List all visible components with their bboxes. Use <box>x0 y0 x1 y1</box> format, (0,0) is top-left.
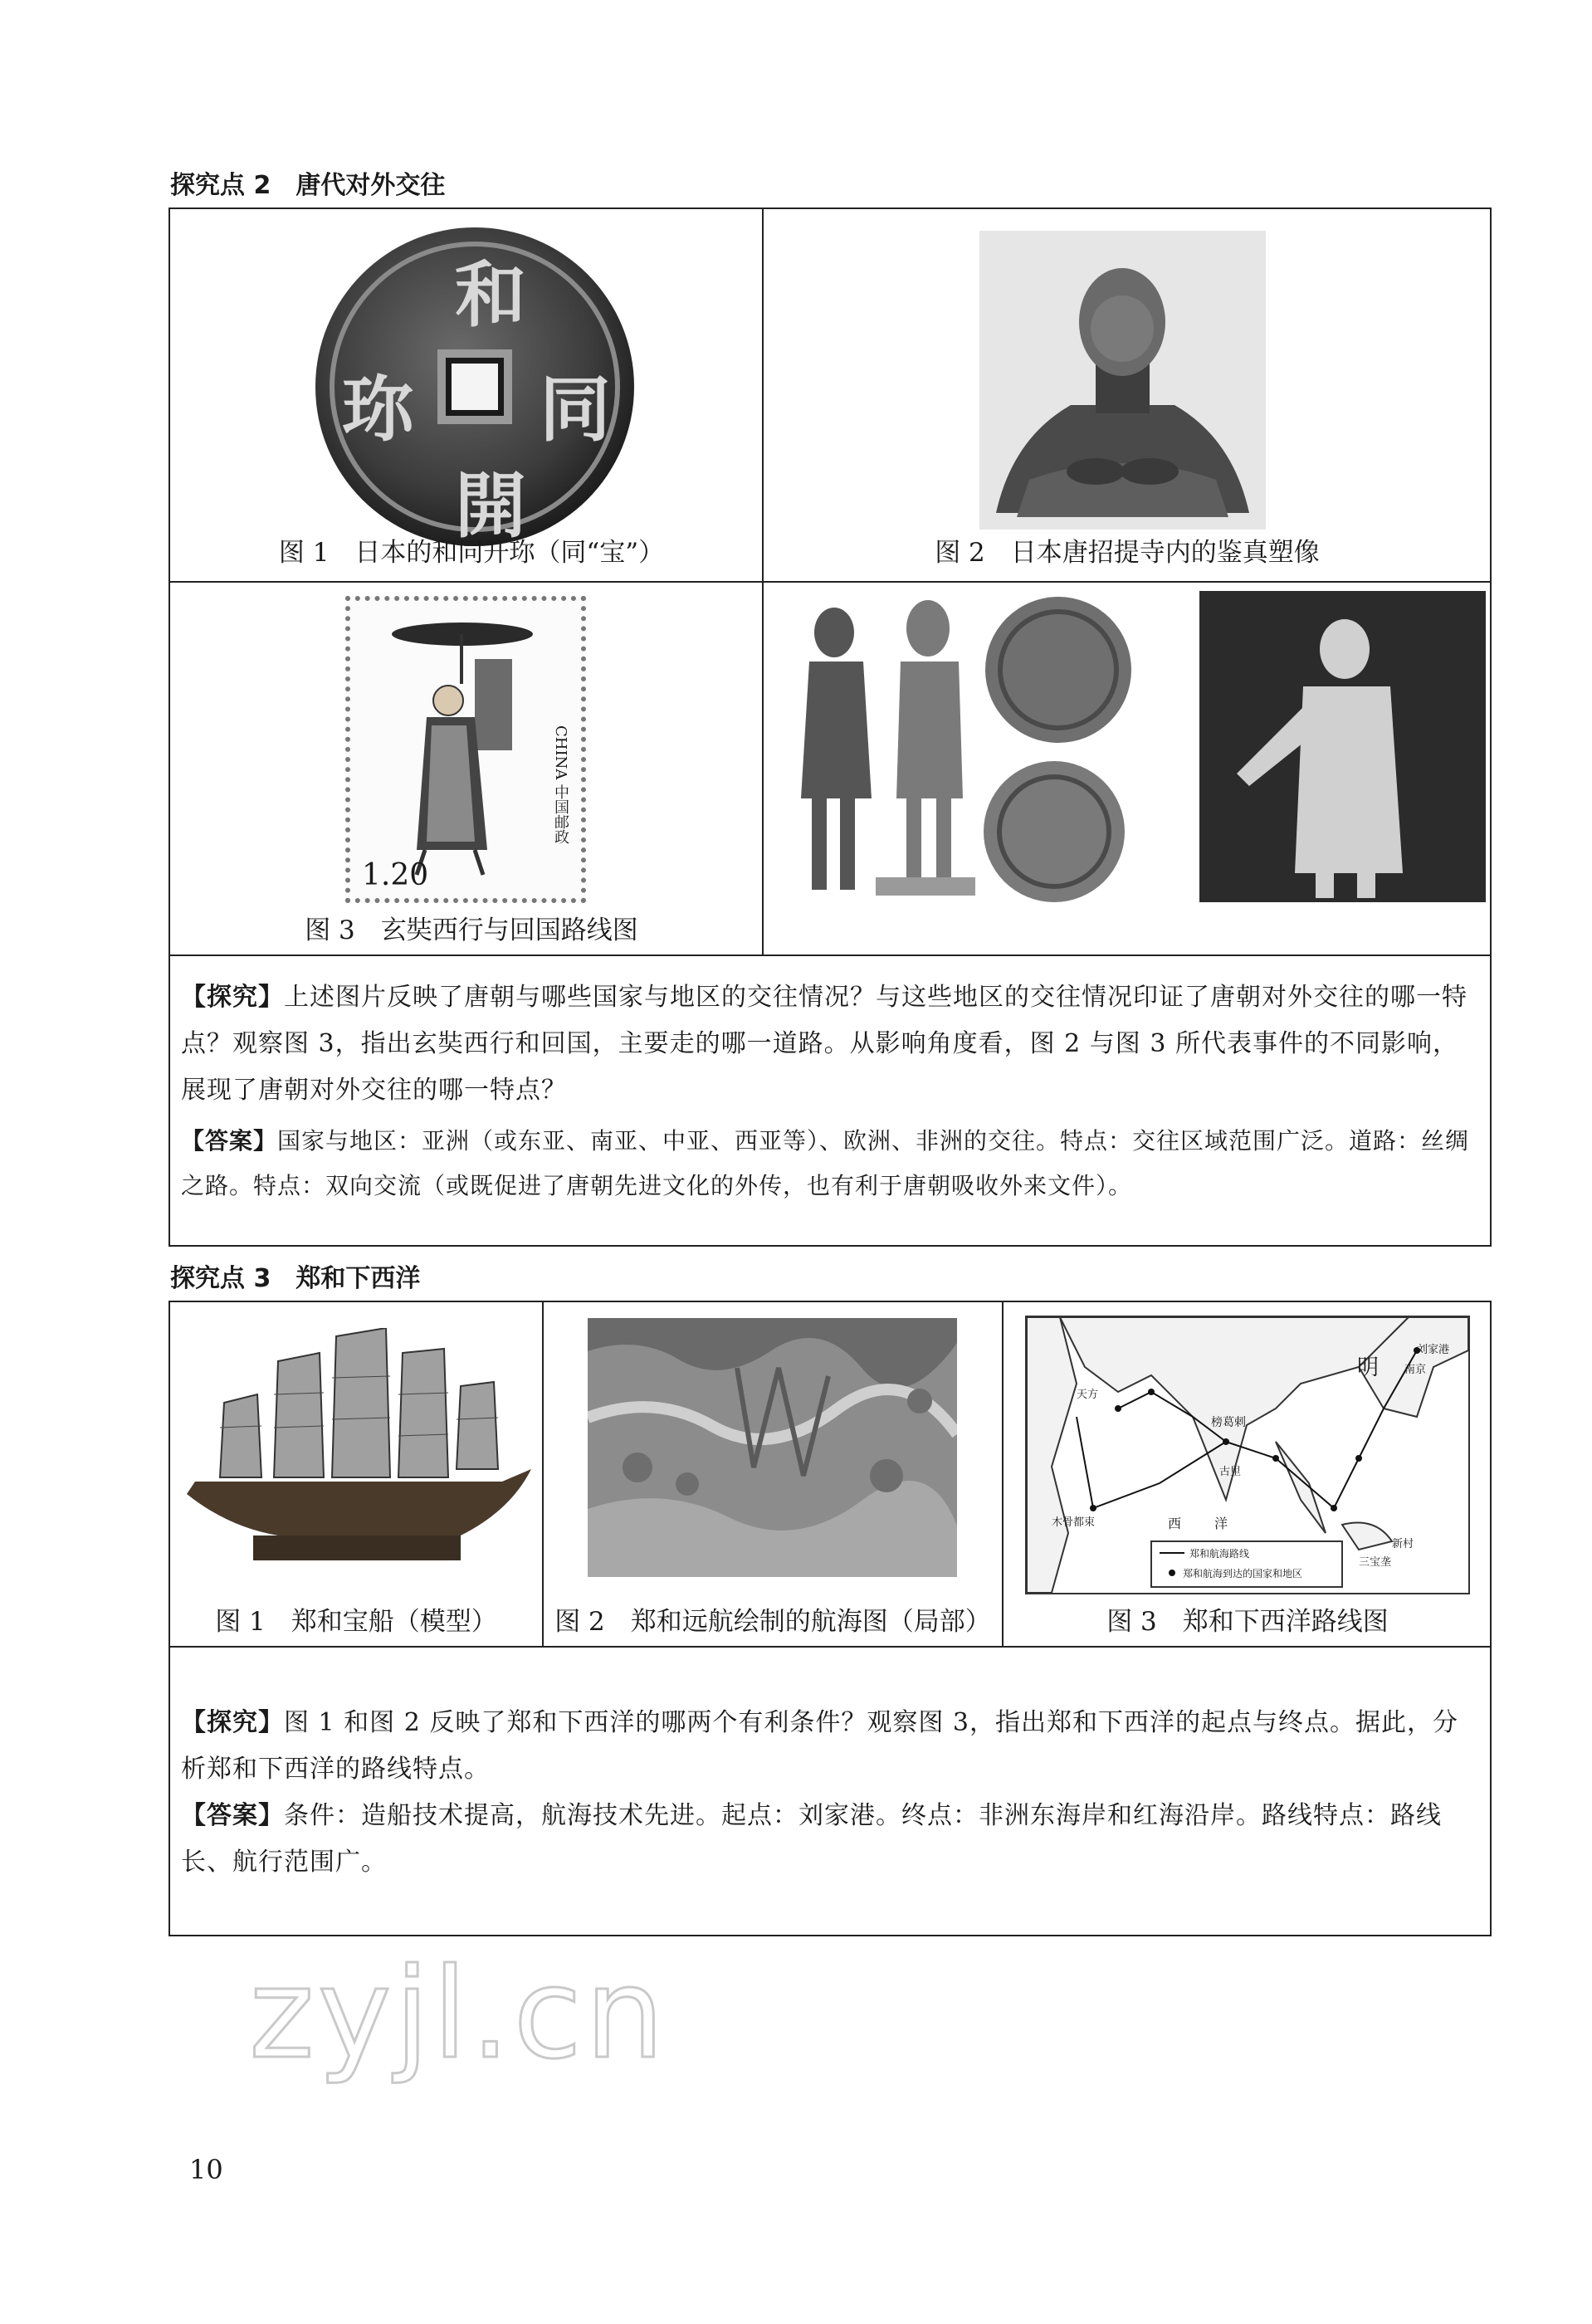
treasure-ship-image <box>178 1328 535 1577</box>
map-label-xi: 西 <box>1168 1516 1182 1531</box>
divider <box>542 1301 544 1646</box>
s3-question <box>181 1700 1479 1793</box>
s3-answer-text: 条件：造船技术提高，航海技术先进。起点：刘家港。终点：非洲东海岸和红海沿岸。路线特点：路线长、航行范围广。 <box>181 1801 1442 1877</box>
map-label-banggela: 榜葛剌 <box>1211 1416 1246 1429</box>
map-label-liujiagang: 刘家港 <box>1417 1344 1450 1356</box>
s2-answer-label: 【答案】 <box>181 1127 278 1155</box>
s2-question-label: 【探究】 <box>181 983 284 1012</box>
coin-char-bottom: 開 <box>455 464 526 548</box>
divider <box>168 581 1492 583</box>
section-3-title: 探究点 3 郑和下西洋 <box>170 1264 421 1293</box>
divider <box>168 1646 1492 1648</box>
s3-question-label: 【探究】 <box>181 1708 284 1737</box>
s2-answer <box>181 1119 1479 1208</box>
stamp-brand: CHINA 中国邮政 <box>552 725 569 845</box>
s3-fig1-caption: 图 1 郑和宝船（模型） <box>215 1607 497 1637</box>
map-legend-places: 郑和航海到达的国家和地区 <box>1183 1568 1303 1579</box>
s3-answer-label: 【答案】 <box>181 1801 284 1830</box>
s3-fig2-caption: 图 2 郑和远航绘制的航海图（局部） <box>554 1607 991 1637</box>
map-label-mogadishu: 木骨都束 <box>1052 1516 1096 1529</box>
coin-char-left: 珎 <box>342 368 413 452</box>
s2-question-text: 上述图片反映了唐朝与哪些国家与地区的交往情况？与这些地区的交往情况印证了唐朝对外交往的哪一特点？观察图 3，指出玄奘西行和回国，主要走的哪一道路。从影响角度看，图 2 与图 3 所代表事件的不同影响，展现了唐朝对外交往的哪一特点？ <box>181 983 1467 1105</box>
stamp-value: 1.20 <box>362 858 429 892</box>
jianzhen-statue-image <box>979 231 1266 530</box>
watermark: zyjl.cn <box>249 1942 668 2087</box>
page-number: 10 <box>189 2154 223 2185</box>
navigation-chart-image <box>588 1318 957 1577</box>
foreign-figurines-image <box>772 591 1486 911</box>
s3-question-text: 图 1 和图 2 反映了郑和下西洋的哪两个有利条件？观察图 3，指出郑和下西洋的起点与终点。据此，分析郑和下西洋的路线特点。 <box>181 1708 1458 1784</box>
s2-question <box>181 974 1479 1114</box>
divider <box>1002 1301 1004 1646</box>
map-label-sanbaolong: 三宝垄 <box>1359 1556 1392 1569</box>
map-label-tianfang: 天方 <box>1077 1389 1099 1401</box>
map-label-xincun: 新村 <box>1392 1538 1414 1550</box>
coin-char-right: 同 <box>540 368 611 452</box>
divider <box>168 954 1492 956</box>
section-2-title: 探究点 2 唐代对外交往 <box>170 171 446 200</box>
xuanzang-stamp-image <box>345 596 586 903</box>
map-label-guli: 古里 <box>1219 1466 1242 1478</box>
zhenghe-route-map <box>1025 1316 1470 1594</box>
s3-fig3-caption: 图 3 郑和下西洋路线图 <box>1106 1607 1389 1637</box>
map-label-yang: 洋 <box>1214 1516 1228 1531</box>
s2-fig1-caption: 图 1 日本的和同开珎（同“宝”） <box>278 538 665 568</box>
coin-char-top: 和 <box>455 253 526 337</box>
s2-answer-text: 国家与地区：亚洲（或东亚、南亚、中亚、西亚等）、欧洲、非洲的交往。特点：交往区域范围广泛。道路：丝绸之路。特点：双向交流（或既促进了唐朝先进文化的外传，也有利于唐朝吸收外来文件）。 <box>181 1127 1470 1199</box>
map-label-ming: 明 <box>1357 1355 1380 1380</box>
map-legend-route: 郑和航海路线 <box>1189 1548 1250 1560</box>
map-label-nanjing: 南京 <box>1404 1364 1427 1376</box>
s2-fig3-caption: 图 3 玄奘西行与回国路线图 <box>305 915 638 945</box>
s2-fig2-caption: 图 2 日本唐招提寺内的鉴真塑像 <box>935 538 1320 568</box>
s3-answer <box>181 1793 1479 1886</box>
